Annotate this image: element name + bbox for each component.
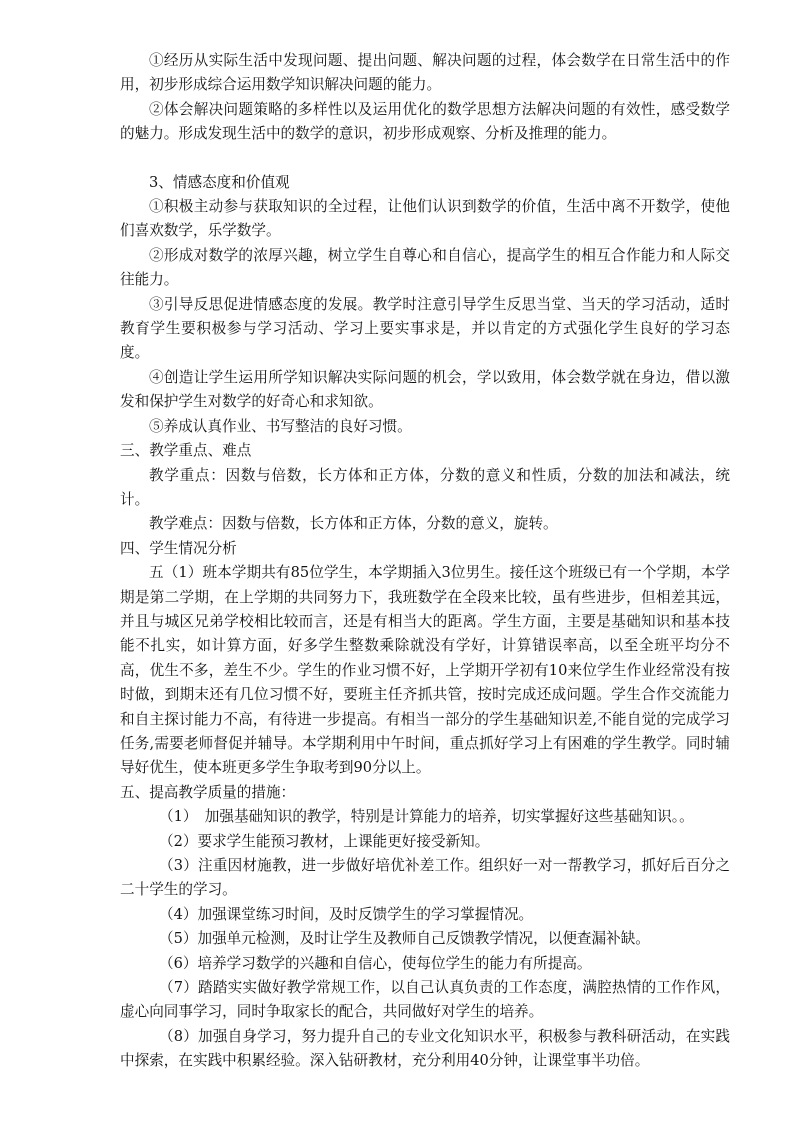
teaching-difficulty: 教学难点：因数与倍数，长方体和正方体，分数的意义，旋转。 bbox=[149, 515, 558, 533]
attitude-item-4: ④创造让学生运用所学知识解决实际问题的机会，学以致用，体会数学就在身边，借以激发和保护学生对数学的好奇心和求知欲。 bbox=[120, 368, 730, 411]
goal-2-1: ①经历从实际生活中发现问题、提出问题、解决问题的过程，体会数学在日常生活中的作用，初步形成综合运用数学知识解决问题的能力。 bbox=[120, 52, 730, 94]
measure-item-4: （4）加强课堂练习时间，及时反馈学生的学习掌握情况。 bbox=[159, 905, 534, 923]
part-3-heading: 三、教学重点、难点 bbox=[120, 442, 252, 460]
section-3-heading: 3、情感态度和价值观 bbox=[149, 173, 290, 191]
attitude-item-2: ②形成对数学的浓厚兴趣，树立学生自尊心和自信心，提高学生的相互合作能力和人际交往能力。 bbox=[120, 246, 730, 289]
measure-item-7: （7）踏踏实实做好教学常规工作，以自己认真负责的工作态度，满腔热情的工作作风，虚心向同事学习，同时争取家长的配合，共同做好对学生的培养。 bbox=[120, 979, 730, 1021]
measure-item-6: （6）培养学习数学的兴趣和自信心，使每位学生的能力有所提高。 bbox=[159, 954, 592, 972]
attitude-item-1: ①积极主动参与获取知识的全过程，让他们认识到数学的价值，生活中离不开数学，使他们喜欢数学，乐学数学。 bbox=[120, 198, 730, 240]
attitude-item-5: ⑤养成认真作业、书写整洁的良好习惯。 bbox=[149, 417, 412, 435]
part-5-heading: 五、提高教学质量的措施： bbox=[120, 783, 296, 801]
measure-item-2: （2）要求学生能预习教材，上课能更好接受新知。 bbox=[159, 832, 490, 850]
measure-item-8: （8）加强自身学习，努力提升自己的专业文化知识水平，积极参与教科研活动，在实践中探索，在实践中积累经验。深入钻研教材，充分利用40分钟，让课堂事半功倍。 bbox=[120, 1027, 730, 1070]
teaching-focus: 教学重点：因数与倍数，长方体和正方体，分数的意义和性质，分数的加法和减法，统计。 bbox=[120, 466, 730, 508]
spacer bbox=[120, 147, 730, 171]
goal-2-2: ②体会解决问题策略的多样性以及运用优化的数学思想方法解决问题的有效性，感受数学的魅力。形成发现生活中的数学的意识，初步形成观察、分析及推理的能力。 bbox=[120, 100, 730, 143]
part-4-heading: 四、学生情况分析 bbox=[120, 539, 237, 557]
measure-item-3: （3）注重因材施教，进一步做好培优补差工作。组织好一对一帮教学习，抓好后百分之二十学生的学习。 bbox=[120, 857, 730, 899]
attitude-item-3: ③引导反思促进情感态度的发展。教学时注意引导学生反思当堂、当天的学习活动，适时教育学生要积极参与学习活动、学习上要实事求是，并以肯定的方式强化学生良好的学习态度。 bbox=[120, 295, 730, 362]
measure-item-5: （5）加强单元检测，及时让学生及教师自己反馈教学情况，以便查漏补缺。 bbox=[159, 930, 650, 948]
measure-item-1: （1） 加强基础知识的教学，特别是计算能力的培养，切实掌握好这些基础知识。。 bbox=[159, 808, 694, 826]
document-page bbox=[120, 49, 730, 1074]
student-analysis: 五（1）班本学期共有85位学生，本学期插入3位男生。接任这个班级已有一个学期，本学期是第二学期，在上学期的共同努力下，我班数学在全段来比较，虽有些进步，但相差其远，并且与城区兄弟学校相比较而言，还是有相当大的距离。学生方面，主要是基础知识和基本技能不扎实，如计算方面，好多学生整数乘除就没有学好，计算错误率高，以至全班平均分不高，优生不多，差生不少。学生的作业习惯不好，上学期开学初有10来位学生作业经常没有按时做，到期末还有几位习惯不好，要班主任齐抓共管，按时完成还成问题。学生合作交流能力和自主探讨能力不高，有待进一步提高。有相当一部分的学生基础知识差,不能自觉的完成学习任务,需要老师督促并辅导。本学期利用中午时间，重点抓好学习上有困难的学生教学。同时辅导好优生，使本班更多学生争取考到90分以上。 bbox=[120, 564, 730, 777]
